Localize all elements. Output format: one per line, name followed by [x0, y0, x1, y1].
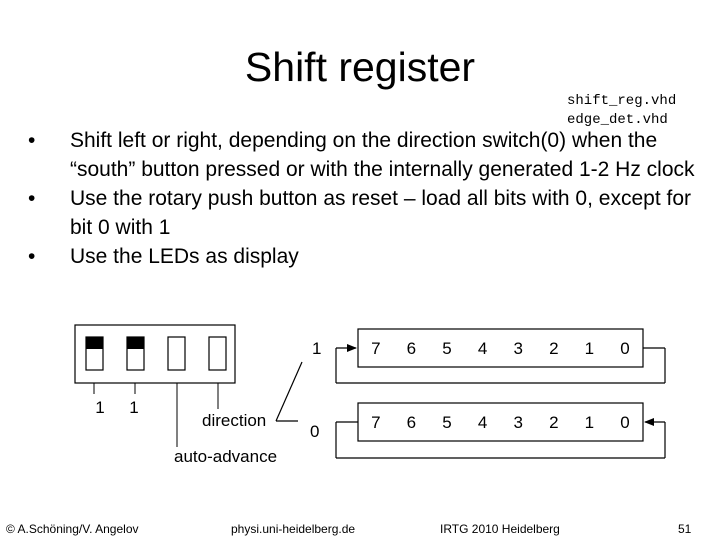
switch-1-label: 1 [129, 398, 139, 417]
register-shift-right [336, 403, 665, 458]
file-name-edge-det: edge_det.vhd [567, 112, 668, 128]
register-bottom-bit: 4 [477, 413, 488, 432]
file-name-shift-reg: shift_reg.vhd [567, 93, 677, 109]
dip-switch-1 [127, 337, 144, 370]
dip-switch-2 [168, 337, 185, 370]
bullet-text: Shift left or right, depending on the direction switch(0) when the “south” button pressed or with the internally generated 1-2 Hz clock [70, 129, 695, 181]
register-bottom-bit: 7 [371, 413, 381, 432]
mode-label-1: 1 [312, 339, 322, 358]
register-top-bit: 1 [584, 339, 595, 358]
dip-switch-body [168, 337, 185, 370]
register-top-bit: 5 [442, 339, 452, 358]
register-frame-top [358, 329, 643, 367]
register-bottom-bit: 5 [442, 413, 452, 432]
register-top-bit: 2 [549, 339, 559, 358]
register-top-bit: 0 [620, 339, 630, 358]
bullet-marker: • [28, 245, 36, 268]
footer-page-number: 51 [678, 522, 692, 536]
register-bottom-bit: 2 [549, 413, 559, 432]
dip-switch-lever [127, 337, 144, 349]
mode-label-0: 0 [310, 422, 320, 441]
dip-switch-3 [209, 337, 226, 370]
register-top-bit: 3 [513, 339, 523, 358]
register-frame-bottom [358, 403, 643, 441]
switch-0-label: 1 [95, 398, 105, 417]
register-bottom-bit: 6 [406, 413, 417, 432]
register-top-bit: 7 [371, 339, 381, 358]
slide-title: Shift register [244, 44, 476, 90]
footer-author: © A.Schöning/V. Angelov [6, 522, 139, 536]
register-top-bit: 6 [406, 339, 417, 358]
footer-website: physi.uni-heidelberg.de [231, 522, 356, 536]
footer-event: IRTG 2010 Heidelberg [440, 522, 560, 536]
dip-switch-0 [86, 337, 103, 370]
bullet-text: Use the rotary push button as reset – load all bits with 0, except for bit 0 with 1 [70, 187, 691, 239]
register-bottom-bit: 0 [620, 413, 630, 432]
bullet-marker: • [28, 129, 36, 152]
dip-switch-lever [86, 337, 103, 349]
bullet-marker: • [28, 187, 36, 210]
register-shift-left [336, 329, 665, 383]
register-top-bit: 4 [477, 339, 488, 358]
direction-pointer-top [276, 362, 302, 421]
register-bottom-bit: 3 [513, 413, 523, 432]
direction-label: direction [202, 411, 267, 430]
bullet-text: Use the LEDs as display [70, 245, 299, 268]
dip-switch-body [209, 337, 226, 370]
auto-advance-label: auto-advance [174, 447, 278, 466]
register-bottom-bit: 1 [584, 413, 595, 432]
